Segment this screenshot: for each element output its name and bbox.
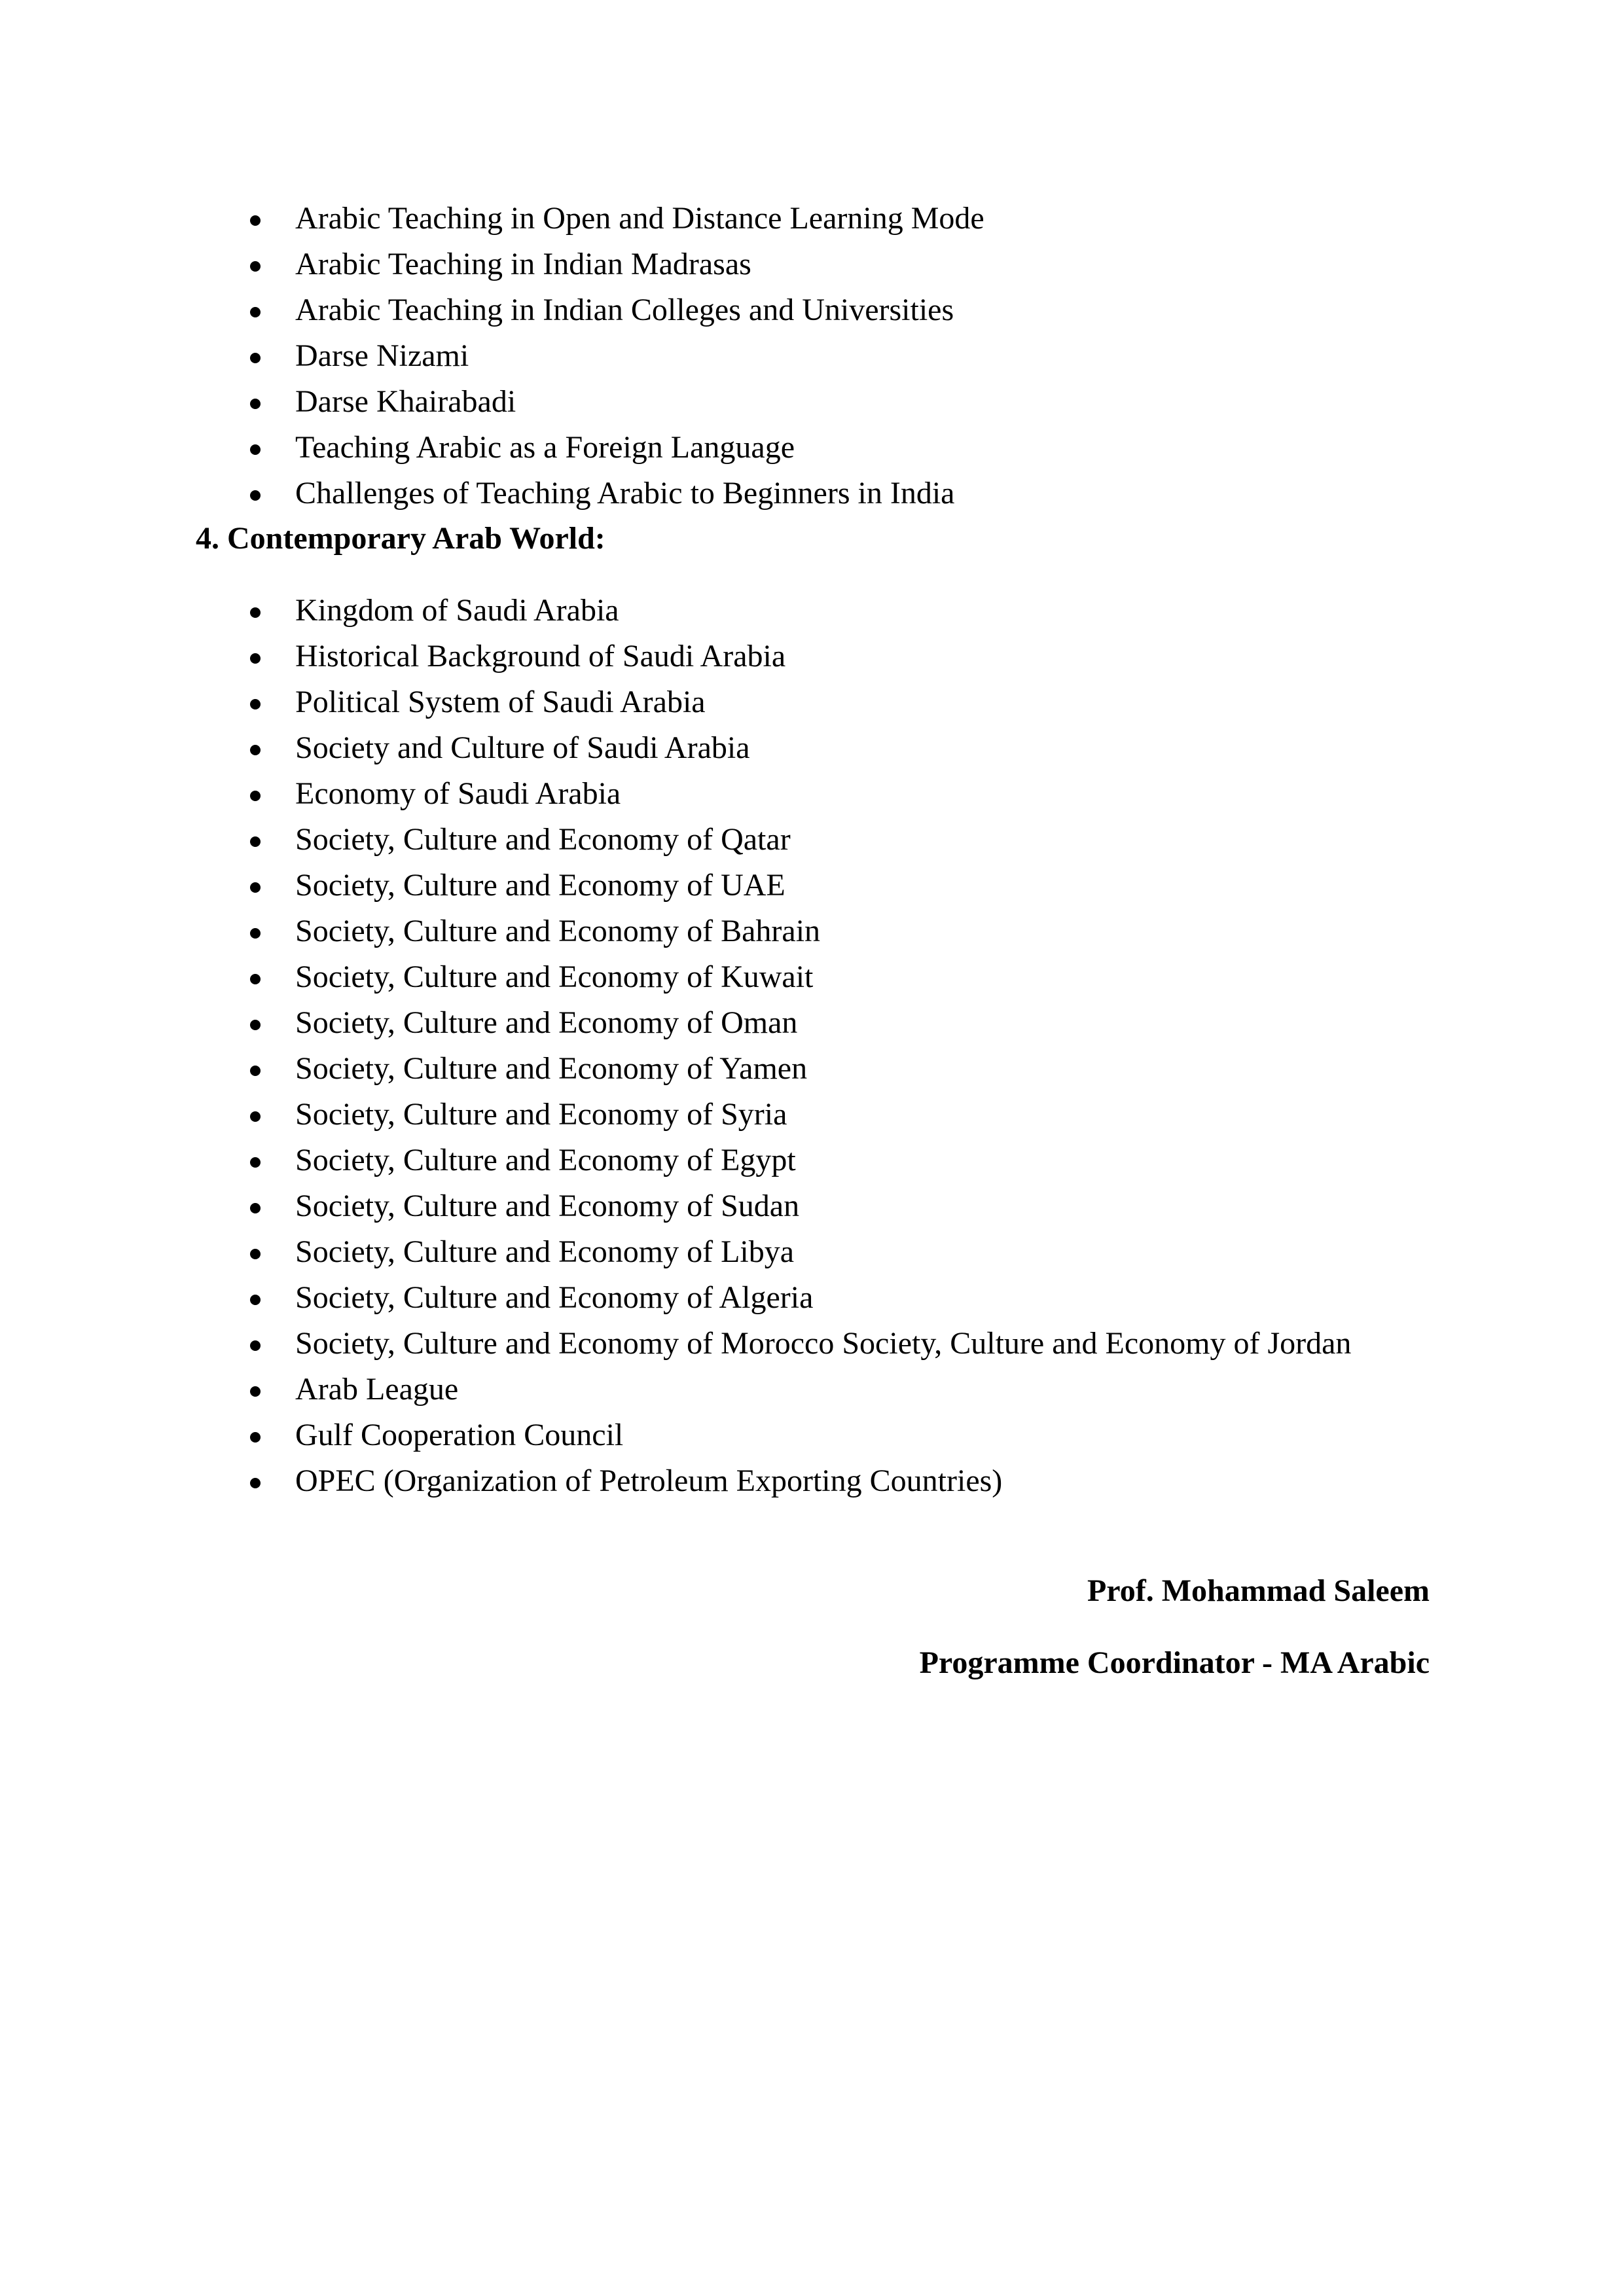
section-heading: 4. Contemporary Arab World: [196,521,605,556]
bullet-icon [250,1020,261,1030]
bullet-icon [250,353,261,363]
bullet-icon [250,261,261,272]
list-item-text: Society, Culture and Economy of Syria [295,1097,787,1132]
bullet-icon [250,1111,261,1122]
bullet-icon [250,399,261,409]
list-item-text: Teaching Arabic as a Foreign Language [295,430,795,465]
bullet-icon [250,1295,261,1305]
list-item-text: Kingdom of Saudi Arabia [295,593,619,628]
bullet-icon [250,791,261,801]
list-item-text: Darse Khairabadi [295,384,516,419]
list-item-text: Society, Culture and Economy of Egypt [295,1143,796,1177]
bullet-icon [250,490,261,501]
bullet-icon [250,444,261,455]
list-item-text: OPEC (Organization of Petroleum Exporting Countries) [295,1463,1003,1498]
signatory-title: Programme Coordinator - MA Arabic [919,1645,1430,1680]
bullet-icon [250,745,261,755]
list-item-text: Arabic Teaching in Open and Distance Learning Mode [295,201,984,236]
bullet-icon [250,1066,261,1076]
bullet-icon [250,653,261,664]
list-item-text: Arabic Teaching in Indian Madrasas [295,247,751,281]
list-item-text: Society, Culture and Economy of Yamen [295,1051,808,1086]
list-item-text: Economy of Saudi Arabia [295,776,621,811]
bullet-icon [250,882,261,893]
list-item-text: Arab League [295,1372,459,1407]
bullet-icon [250,215,261,226]
bullet-icon [250,1478,261,1488]
bullet-icon [250,1432,261,1443]
list-item-text: Arabic Teaching in Indian Colleges and Universities [295,293,954,327]
list-item-text: Society and Culture of Saudi Arabia [295,730,750,765]
bullet-icon [250,1340,261,1351]
bullet-icon [250,928,261,939]
list-item-text: Darse Nizami [295,338,469,373]
list-item-text: Society, Culture and Economy of Oman [295,1005,798,1040]
list-item-text: Society, Culture and Economy of Libya [295,1234,795,1269]
bullet-icon [250,1386,261,1397]
list-item-text: Society, Culture and Economy of Kuwait [295,960,814,994]
list-item-text: Gulf Cooperation Council [295,1418,624,1452]
list-item-text: Society, Culture and Economy of Morocco Society, Culture and Economy of Jordan [295,1326,1352,1361]
bullet-icon [250,974,261,984]
signatory-name: Prof. Mohammad Saleem [1087,1573,1430,1608]
bullet-icon [250,699,261,709]
list-item-text: Society, Culture and Economy of UAE [295,868,785,903]
list-item-text: Society, Culture and Economy of Algeria [295,1280,814,1315]
bullet-icon [250,307,261,317]
list-item-text: Challenges of Teaching Arabic to Beginners in India [295,476,955,511]
bullet-icon [250,607,261,618]
list-item-text: Historical Background of Saudi Arabia [295,639,786,673]
list-item-text: Society, Culture and Economy of Bahrain [295,914,821,948]
bullet-icon [250,1203,261,1213]
bullet-icon [250,1157,261,1168]
bullet-icon [250,836,261,847]
list-item-text: Political System of Saudi Arabia [295,685,706,719]
bullet-icon [250,1249,261,1259]
list-item-text: Society, Culture and Economy of Sudan [295,1189,800,1223]
list-item-text: Society, Culture and Economy of Qatar [295,822,791,857]
